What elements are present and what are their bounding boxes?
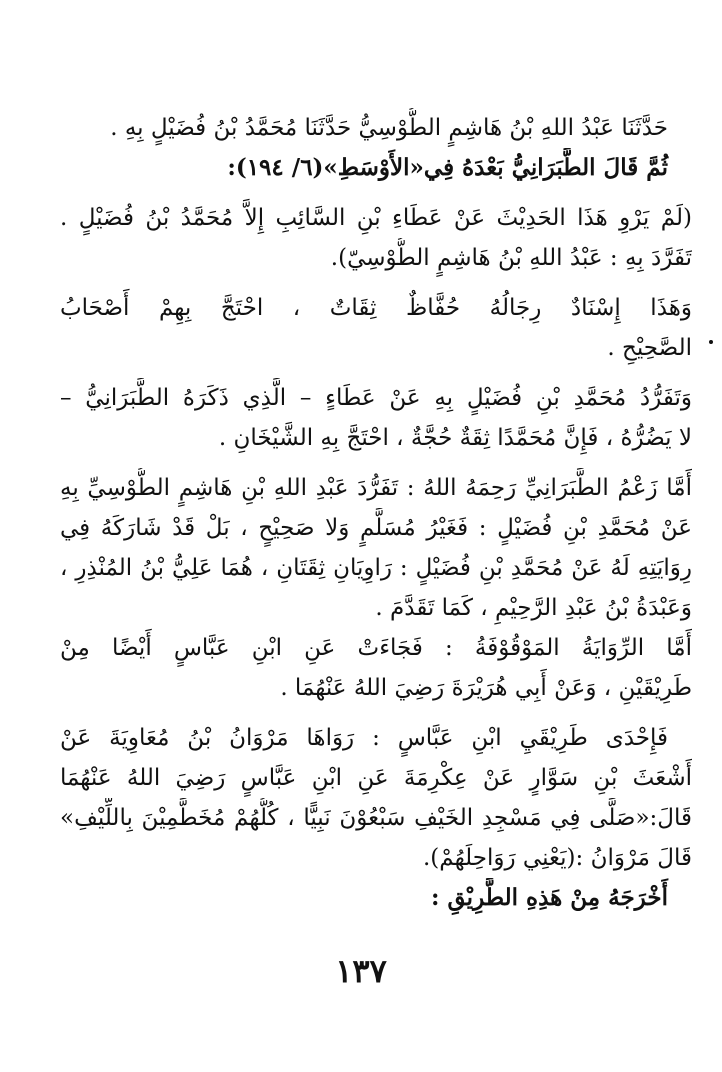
text-line: قَالَ:«صَلَّى فِي مَسْجِدِ الخَيْفِ سَبْعُوْنَ نَبِيًّا ، كُلُّهُمْ مُخَطَّمِيْنَ بِاللِّيْفِ» <box>60 805 692 831</box>
text-line: وَعَبْدَةُ بْنُ عَبْدِ الرَّحِيْمِ ، كَمَا تَقَدَّمَ . <box>375 595 692 621</box>
text-line: وَتَفَرُّدُ مُحَمَّدِ بْنِ فُضَيْلٍ بِهِ عَنْ عَطَاءٍ – الَّذِي ذَكَرَهُ الطَّبَرَانِيُّ – <box>60 385 692 411</box>
text-line: قَالَ مَرْوَانُ :(يَعْنِي رَوَاحِلَهُمْ). <box>422 845 692 871</box>
text-line: أَخْرَجَهُ مِنْ هَذِهِ الطَّرِيْقِ : <box>431 884 668 911</box>
margin-mark <box>709 340 713 344</box>
text-line: تَفَرَّدَ بِهِ : عَبْدُ اللهِ بْنُ هَاشِمٍ الطُّوْسِيّ). <box>330 245 692 271</box>
text-line: الصَّحِيْحِ . <box>607 335 692 361</box>
text-line: حَدَّثَنَا عَبْدُ اللهِ بْنُ هَاشِمٍ الطُّوْسِيُّ حَدَّثَنَا مُحَمَّدُ بْنُ فُضَيْلٍ بِهِ . <box>110 115 668 141</box>
page-number: ١٣٧ <box>335 952 387 990</box>
page-body <box>60 108 692 918</box>
text-line: أَمَّا الرِّوَايَةُ المَوْقُوْفَةُ : فَجَاءَتْ عَنِ ابْنِ عَبَّاسٍ أَيْضًا مِنْ <box>60 635 692 661</box>
text-line: أَشْعَثَ بْنِ سَوَّارٍ عَنْ عِكْرِمَةَ عَنِ ابْنِ عَبَّاسٍ رَضِيَ اللهُ عَنْهُمَا <box>60 765 692 791</box>
text-line: (لَمْ يَرْوِ هَذَا الحَدِيْثَ عَنْ عَطَاءِ بْنِ السَّائِبِ إِلاَّ مُحَمَّدُ بْنُ فُضَيْلٍ . <box>60 205 692 231</box>
text-line: أَمَّا زَعْمُ الطَّبَرَانِيِّ رَحِمَهُ اللهُ : تَفَرُّدَ عَبْدِ اللهِ بْنِ هَاشِمٍ الطُّوْسِيِّ بِهِ <box>60 475 692 501</box>
text-line: عَنْ مُحَمَّدِ بْنِ فُضَيْلٍ : فَغَيْرُ مُسَلَّمٍ وَلا صَحِيْحٍ ، بَلْ قَدْ شَارَكَهُ فِي <box>60 515 692 541</box>
text-line: طَرِيْقَيْنِ ، وَعَنْ أَبِي هُرَيْرَةَ رَضِيَ اللهُ عَنْهُمَا . <box>280 675 692 701</box>
section-heading: ثُمَّ قَالَ الطَّبَرَانِيُّ بَعْدَهُ فِي«الأَوْسَطِ»(٦/ ١٩٤): <box>227 154 668 181</box>
text-line: وَهَذَا إِسْنَادٌ رِجَالُهُ حُفَّاظٌ ثِقَاتٌ ، احْتَجَّ بِهِمْ أَصْحَابُ <box>60 295 692 321</box>
text-line: رِوَايَتِهِ لَهُ عَنْ مُحَمَّدِ بْنِ فُضَيْلٍ : رَاوِيَانِ ثِقَتَانِ ، هُمَا عَلِيُّ بْنُ المُنْذِرِ ، <box>60 555 692 581</box>
text-line: فَإِحْدَى طَرِيْقَيِ ابْنِ عَبَّاسٍ : رَوَاهَا مَرْوَانُ بْنُ مُعَاوِيَةَ عَنْ <box>60 725 668 751</box>
text-line: لا يَضُرُّهُ ، فَإِنَّ مُحَمَّدًا ثِقَةٌ حُجَّةٌ ، احْتَجَّ بِهِ الشَّيْخَانِ . <box>218 425 692 451</box>
